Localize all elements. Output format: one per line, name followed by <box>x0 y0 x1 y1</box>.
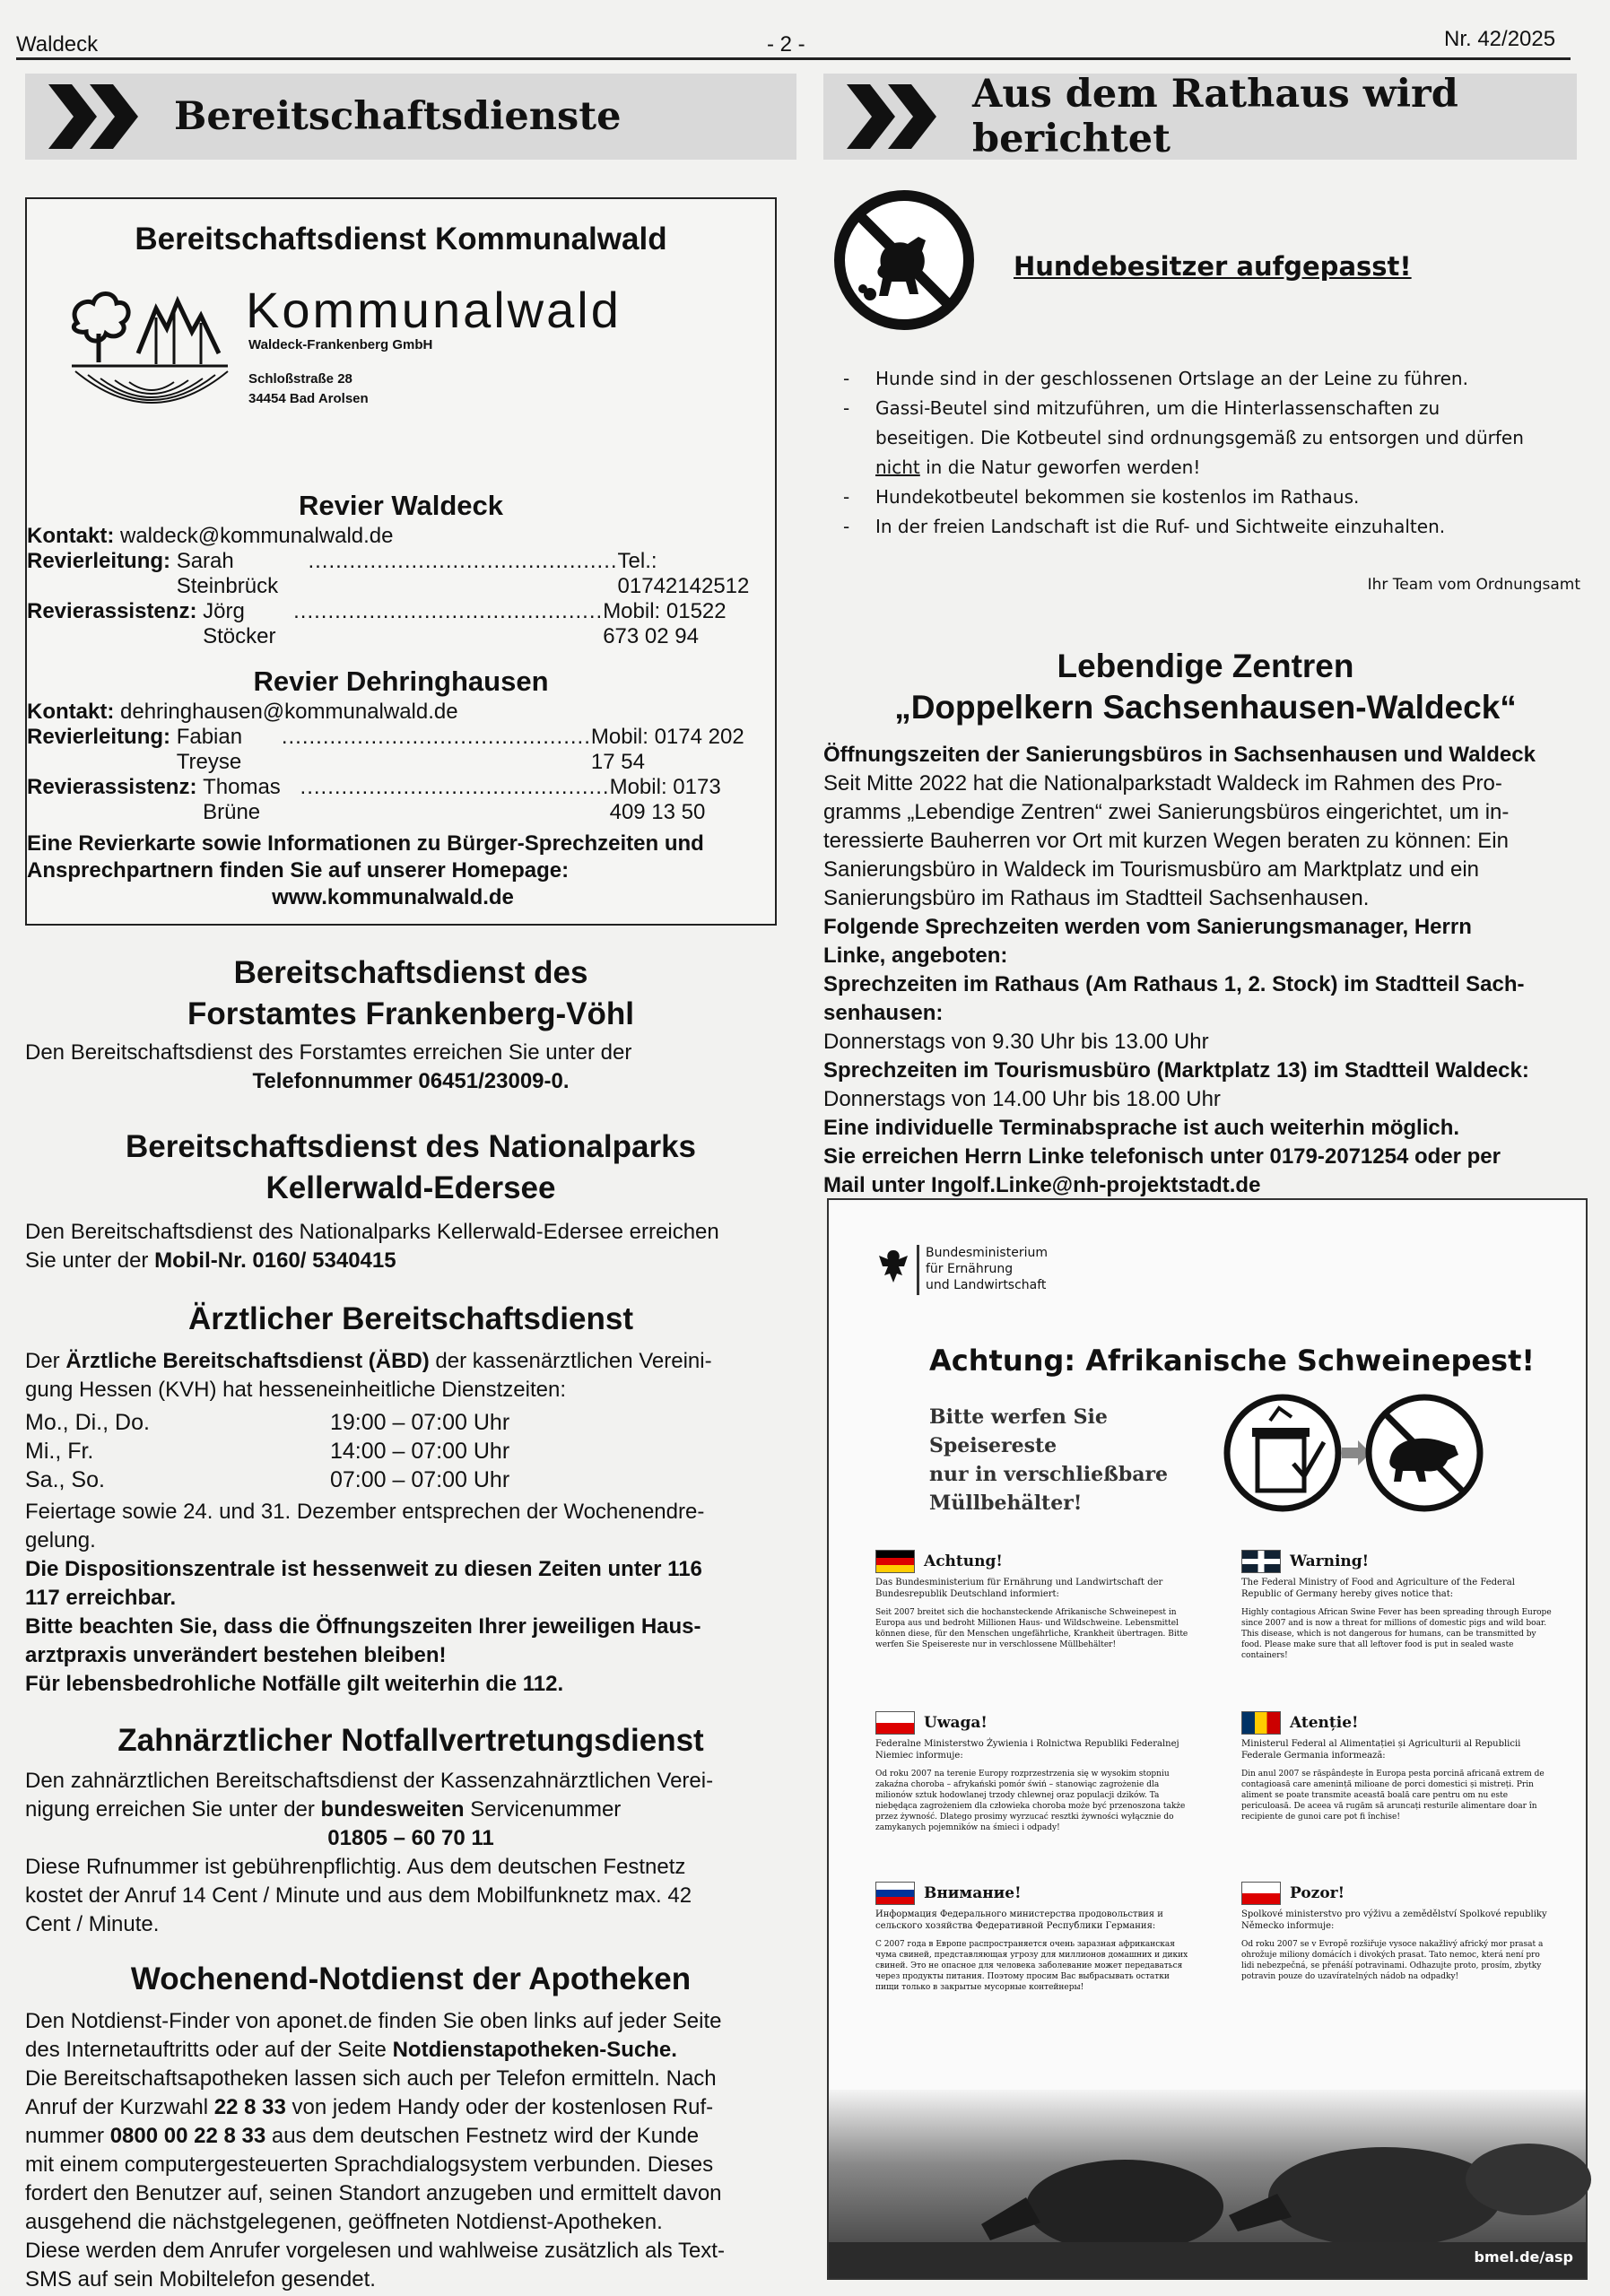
zahn-text-2c: Servicenummer <box>464 1797 622 1822</box>
flag-uk-icon <box>1241 1550 1281 1573</box>
hausarzt-note-2: arztpraxis unverändert bestehen bleiben! <box>25 1643 447 1667</box>
mail-linke[interactable]: Mail unter Ingolf.Linke@nh-projektstadt.de <box>823 1173 1261 1197</box>
apotheken-line: Den Notdienst-Finder von aponet.de finden Sie oben links auf jeder Seite <box>25 2009 722 2033</box>
flag-de-icon <box>875 1550 915 1573</box>
zentren-title-1: Lebendige Zentren <box>1057 648 1354 684</box>
nationalpark-section <box>25 1126 796 1275</box>
zahn-section <box>25 1720 796 1939</box>
revierassistenz-label: Revierassistenz: <box>27 599 197 623</box>
kommunalwald-title: Bereitschaftsdienst Kommunalwald <box>135 222 667 257</box>
hunde-rule: - Hundekotbeutel bekommen sie kostenlos im Rathaus. <box>823 483 1588 512</box>
asp-title: Achtung: Afrikanische Schweinepest! <box>929 1344 1535 1378</box>
kontakt-email-waldeck[interactable]: waldeck@kommunalwald.de <box>120 524 394 548</box>
revierleitung-phone: Mobil: 0174 202 17 54 <box>590 725 744 774</box>
notdienstapotheken-suche: Notdienstapotheken-Suche. <box>392 2038 677 2062</box>
flag-pl-icon <box>875 1711 915 1735</box>
sprechzeiten-tourismusbuero: Sprechzeiten im Tourismusbüro (Marktplatz 13) im Stadtteil Waldeck: <box>823 1058 1529 1083</box>
apotheken-line: mit einem computergesteuerten Sprachdialogsystem verbunden. Dieses <box>25 2152 714 2177</box>
dienstzeit-row: Mo., Di., Do. 19:00 – 07:00 Uhr <box>25 1410 510 1435</box>
lang-block-ro: Atenție! Ministerul Federal al Alimentației și Agriculturii al Republicii Federale Germania informează: Din anul 2007 se răspândește în Europa pesta porcină africană extrem de contagioasă care amenință milioane de porci domestici și mistreți. Prin aliment se poate transmite această boală care pentru om nu este periculoasă. De aceea vă rugăm să aruncați resturile alimentare doar în recipiente de gunoi care pot fi închise! <box>1241 1711 1555 1822</box>
sprechzeiten-rathaus: Sprechzeiten im Rathaus (Am Rathaus 1, 2. Stock) im Stadtteil Sach- <box>823 972 1525 996</box>
section-title-right: Aus dem Rathaus wird berichtet <box>972 72 1458 161</box>
arzt-text-prefix: Der <box>25 1349 66 1373</box>
lang-block-de: Achtung! Das Bundesministerium für Ernährung und Landwirtschaft der Bundesrepublik Deutschland informiert: Seit 2007 breitet sich die hochansteckende Afrikanische Schweinepest in Europa aus und bedroht Millionen Haus- und Wildschweine. Lebensmittel können diese, für den Menschen ungefährliche, Krankheit übertragen. Bitte werfen Sie Speisereste nur in verschlossene Müllbehälter! <box>875 1550 1189 1650</box>
zentren-title-2: „Doppelkern Sachsenhausen-Waldeck“ <box>894 689 1517 726</box>
hunde-rule-cont: nicht in die Natur geworfen werden! <box>875 457 1201 478</box>
homepage-link[interactable]: www.kommunalwald.de <box>272 885 514 909</box>
revierassistenz-name: Thomas Brüne <box>203 775 281 824</box>
arzt-title: Ärztlicher Bereitschaftsdienst <box>188 1301 633 1336</box>
lang-block-pl: Uwaga! Federalne Ministerstwo Żywienia i Rolnictwa Republiki Federalnej Niemiec informuje: Od roku 2007 na terenie Europy rozprzestrzenia się w wysokim stopniu zakaźna choroba – afrykański pomór świń – stanowiąc zagrożenie dla milionów sztuk hodowlanej trzody chlewnej oraz populacji dzików. Ta niebędąca zagrożeniem dla człowieka choroba może być przenoszona także przez żywność. Dlatego prosimy wyrzucać resztki żywności wyłącznie do zamykanych pojemników na śmieci i odpady! <box>875 1711 1189 1833</box>
kostenlose-rufnummer: 0800 00 22 8 33 <box>109 2124 266 2148</box>
kontakt-linke: Sie erreichen Herrn Linke telefonisch unter 0179-2071254 oder per <box>823 1144 1501 1169</box>
sprechzeiten-rathaus: senhausen: <box>823 1001 944 1025</box>
zentren-section <box>823 646 1588 1200</box>
hunde-rule: - Hunde sind in der geschlossenen Ortslage an der Leine zu führen. <box>823 364 1588 394</box>
dienstzeit-row: Sa., So. 07:00 – 07:00 Uhr <box>25 1467 510 1492</box>
page-header-left: Waldeck <box>16 32 99 57</box>
apotheken-line: SMS auf sein Mobiltelefon gesendet. <box>25 2267 376 2292</box>
nationalpark-title-1: Bereitschaftsdienst des Nationalparks <box>125 1129 697 1164</box>
logo-subtitle: Waldeck-Frankenberg GmbH <box>248 337 433 352</box>
zahn-text-3: Diese Rufnummer ist gebührenpflichtig. Aus dem deutschen Festnetz <box>25 1855 686 1879</box>
nationalpark-text-2: Sie unter der <box>25 1248 155 1273</box>
lang-block-ru: Внимание! Информация Федерального министерства продовольствия и сельского хозяйства Федеративной Республики Германия: С 2007 года в Европе распространяется очень заразная африканская чума свиней, представляющая угрозу для миллионов домашних и диких свиней. Это не опасное для человека заболевание может передаваться через продукты питания. Поэтому просим Вас выбрасывать остатки пищи только в закрытые мусорные контейнеры! <box>875 1882 1189 1993</box>
flag-cz-icon <box>1241 1882 1281 1905</box>
hunde-rule-cont: beseitigen. Die Kotbeutel sind ordnungsgemäß zu entsorgen und dürfen <box>875 427 1524 448</box>
wild-boar-photo <box>829 2090 1586 2278</box>
zentren-heading: Öffnungszeiten der Sanierungsbüros in Sachsenhausen und Waldeck <box>823 743 1536 767</box>
revierleitung-label: Revierleitung: <box>27 549 171 573</box>
zentren-text: Sanierungsbüro in Waldeck im Tourismusbüro am Marktplatz und ein <box>823 857 1480 882</box>
sprechzeit-rathaus-time: Donnerstags von 9.30 Uhr bis 13.00 Uhr <box>823 1030 1209 1054</box>
section-band-left <box>25 74 796 160</box>
kontakt-label: Kontakt: <box>27 700 115 724</box>
page-number: - 2 - <box>767 32 805 57</box>
apotheken-section: Wochenend-Notdienst der Apotheken Den Notdienst-Finder von aponet.de finden Sie oben links auf jeder Seite des Internetauftritts oder auf der Seite Notdienstapotheken-Suche. Die Bereitschaftsapotheken lassen sich auch per Telefon ermitteln. Nach Anruf der Kurzwahl 22 8 33 von jedem Handy oder der kostenlosen Ruf- nummer 0800 00 22 8 33 aus dem deutschen Festnetz wird der Kunde mit einem computergesteuerten Sprachdialogsystem verbunden. Dieses fordert den Benutzer auf, seinen Standort anzugeben und ermittelt davon ausgehend die nächstgelegenen, geöffneten Notdienst-Apotheken. Diese werden dem Anrufer vorgelesen und wahlweise zusätzlich als Text- SMS auf sein Mobiltelefon gesendet. <box>25 1959 796 2294</box>
notfall-112: Für lebensbedrohliche Notfälle gilt weiterhin die 112. <box>25 1672 564 1696</box>
sprechzeiten-intro: Folgende Sprechzeiten werden vom Sanierungsmanager, Herrn <box>823 915 1472 939</box>
feiertage-text-2: gelung. <box>25 1528 96 1552</box>
double-chevron-icon <box>45 81 151 152</box>
federal-eagle-icon <box>875 1247 911 1286</box>
revierkarte-note-2: Ansprechpartnern finden Sie auf unserer Homepage: <box>27 858 570 883</box>
bmel-url[interactable]: bmel.de/asp <box>1474 2248 1573 2266</box>
dienstzeit-row: Mi., Fr. 14:00 – 07:00 Uhr <box>25 1439 510 1464</box>
zentren-text: Seit Mitte 2022 hat die Nationalparkstadt Waldeck im Rahmen des Pro- <box>823 771 1502 796</box>
revierassistenz-label: Revierassistenz: <box>27 775 197 799</box>
no-dog-poop-icon <box>832 188 976 332</box>
zentren-text: teressierte Bauherren vor Ort mit kurzen Wegen beraten zu können: Ein <box>823 829 1509 853</box>
forstamt-title-1: Bereitschaftsdienst des <box>233 955 588 990</box>
section-title-left: Bereitschaftsdienste <box>174 94 622 139</box>
sprechzeiten-intro: Linke, angeboten: <box>823 944 1008 968</box>
revierleitung-name: Fabian Treyse <box>176 725 243 774</box>
zentren-text: Sanierungsbüro im Rathaus im Stadtteil Sachsenhausen. <box>823 886 1370 910</box>
asp-instruction: Bitte werfen Sie Speisereste nur in verschließbare Müllbehälter! <box>929 1405 1169 1515</box>
logo-name: Kommunalwald <box>246 282 622 338</box>
revierleitung-name: Sarah Steinbrück <box>176 549 279 598</box>
zahn-title: Zahnärztlicher Notfallvertretungsdienst <box>117 1723 704 1758</box>
forstamt-phone: Telefonnummer 06451/23009-0. <box>252 1069 570 1093</box>
forstamt-section <box>25 952 796 1096</box>
hunde-title: Hundebesitzer aufgepasst! <box>1014 251 1412 282</box>
revierassistenz-phone: Mobil: 01522 673 02 94 <box>603 599 727 648</box>
arzt-section <box>25 1299 796 1699</box>
ministry-name: Bundesministerium für Ernährung und Landwirtschaft <box>926 1246 1048 1292</box>
apotheken-title: Wochenend-Notdienst der Apotheken <box>130 1961 692 1996</box>
ministry-divider <box>917 1245 919 1295</box>
hunde-rule: - Gassi-Beutel sind mitzuführen, um die Hinterlassenschaften zu <box>823 394 1588 423</box>
revierkarte-note: Eine Revierkarte sowie Informationen zu Bürger-Sprechzeiten und <box>27 831 704 856</box>
lang-block-cz: Pozor! Spolkové ministerstvo pro výživu a zemědělství Spolkové republiky Německo informuje: Od roku 2007 se v Evropě rozšiřuje vysoce nakažlivý africký mor prasat a ohrožuje miliony domácích i divokých prasat. Tato nemoc, která není pro lidi nebezpečná, se přenáší potravinami. Odhazujte proto, prosím, zbytky potravin pouze do uzavíratelných nádob na odpadky! <box>1241 1882 1555 1982</box>
asp-poster <box>827 1198 1588 2280</box>
apotheken-line: Die Bereitschaftsapotheken lassen sich auch per Telefon ermitteln. Nach <box>25 2066 717 2091</box>
kontakt-email-dehringhausen[interactable]: dehringhausen@kommunalwald.de <box>120 700 458 724</box>
revierassistenz-name: Jörg Stöcker <box>203 599 276 648</box>
dispositionszentrale-1: Die Dispositionszentrale ist hessenweit zu diesen Zeiten unter 116 <box>25 1557 702 1581</box>
hausarzt-note-1: Bitte beachten Sie, dass die Öffnungszeiten Ihrer jeweiligen Haus- <box>25 1614 701 1639</box>
zentren-text: gramms „Lebendige Zentren“ zwei Sanierungsbüros eingerichtet, um in- <box>823 800 1510 824</box>
address-city: 34454 Bad Arolsen <box>248 391 369 406</box>
apotheken-line: des Internetauftritts oder auf der Seite <box>25 2038 393 2062</box>
double-chevron-icon <box>843 81 949 152</box>
hunde-rule: - In der freien Landschaft ist die Ruf- und Sichtweite einzuhalten. <box>823 512 1588 542</box>
kommunalwald-box: Bereitschaftsdienst Kommunalwald Kommunalwald Waldeck-Frankenberg GmbH Schloßstraße 28 34454 Bad Arolsen Revier Waldeck Kontakt: waldeck@kommunalwald.de Revierleitung: Sarah Steinbrück ............................................. Tel.: 01742142512 Revierassistenz: Jörg Stöcker ............................................. Mobil: 01522 673 02 94 Revier Dehringhausen Kontakt: dehringhausen@kommunalwald.de Revierleitung: Fabian Treyse ............................................. Mobil: 0174 202 17 54 Revierassistenz: Thomas Brüne ............................................. Mobil: 0173 409 13 50 Eine Revierkarte sowie Informationen zu Bürger-Sprechzeiten und Ansprechpartnern finden Sie auf unserer Homepage: www.kommunalwald.de <box>25 197 777 926</box>
nationalpark-title-2: Kellerwald-Edersee <box>265 1170 556 1205</box>
zahn-text-5: Cent / Minute. <box>25 1912 160 1936</box>
header-rule <box>16 57 1571 60</box>
section-band-right <box>823 74 1577 160</box>
hunde-rules <box>823 364 1588 542</box>
dispositionszentrale-2: 117 erreichbar. <box>25 1586 177 1610</box>
sprechzeit-tourismus-time: Donnerstags von 14.00 Uhr bis 18.00 Uhr <box>823 1087 1221 1111</box>
kontakt-label: Kontakt: <box>27 524 115 548</box>
forstamt-text: Den Bereitschaftsdienst des Forstamtes erreichen Sie unter der <box>25 1040 632 1065</box>
revierassistenz-phone: Mobil: 0173 409 13 50 <box>609 775 721 824</box>
address-street: Schloßstraße 28 <box>248 371 352 387</box>
zahn-text-2: nigung erreichen Sie unter der <box>25 1797 321 1822</box>
nationalpark-mobile: Mobil-Nr. 0160/ 5340415 <box>154 1248 396 1273</box>
arzt-abd: Ärztliche Bereitschaftsdienst (ÄBD) <box>65 1349 430 1373</box>
flag-ru-icon <box>875 1882 915 1905</box>
revier-waldeck-title: Revier Waldeck <box>298 490 504 521</box>
zahn-text-1: Den zahnärztlichen Bereitschaftsdienst der Kassenzahnärztlichen Verei- <box>25 1769 714 1793</box>
zahn-phone: 01805 – 60 70 11 <box>327 1826 494 1850</box>
nationalpark-text-1: Den Bereitschaftsdienst des Nationalparks Kellerwald-Edersee erreichen <box>25 1220 719 1244</box>
zahn-bundesweit: bundesweiten <box>320 1797 465 1822</box>
forest-logo-icon <box>66 282 237 416</box>
zahn-text-4: kostet der Anruf 14 Cent / Minute und aus dem Mobilfunknetz max. 42 <box>25 1883 692 1908</box>
kommunalwald-logo <box>66 282 712 416</box>
feiertage-text-1: Feiertage sowie 24. und 31. Dezember entsprechen der Wochenendre- <box>25 1500 705 1524</box>
revierleitung-phone: Tel.: 01742142512 <box>617 549 750 598</box>
terminabsprache: Eine individuelle Terminabsprache ist auch weiterhin möglich. <box>823 1116 1460 1140</box>
hunde-section <box>823 188 1588 610</box>
apotheken-line: fordert den Benutzer auf, seinen Standort anzugeben und ermittelt davon <box>25 2181 722 2205</box>
kurzwahl: 22 8 33 <box>213 2095 286 2119</box>
wild-boar-silhouette-icon <box>829 2090 1586 2278</box>
lang-block-en: Warning! The Federal Ministry of Food and Agriculture of the Federal Republic of Germany hereby gives notice that: Highly contagious African Swine Fever has been spreading through Europe since 2007 and is now a threat for millions of domestic pigs and wild boar. This disease, which is not dangerous for humans, can be transmitted by food. Please make sure that all leftover food is put in sealed waste containers! <box>1241 1550 1555 1661</box>
revier-dehringhausen-title: Revier Dehringhausen <box>253 665 549 697</box>
ordnungsamt-signature: Ihr Team vom Ordnungsamt <box>1367 576 1580 594</box>
apotheken-line: ausgehend die nächstgelegenen, geöffneten Notdienst-Apotheken. <box>25 2210 663 2234</box>
flag-ro-icon <box>1241 1711 1281 1735</box>
forstamt-title-2: Forstamtes Frankenberg-Vöhl <box>187 996 634 1031</box>
revierleitung-label: Revierleitung: <box>27 725 171 749</box>
apotheken-line: Diese werden dem Anrufer vorgelesen und wahlweise zusätzlich als Text- <box>25 2239 725 2263</box>
arzt-text-suffix: der kassenärztlichen Vereini- <box>429 1349 712 1373</box>
bin-to-boar-icon <box>1223 1390 1484 1516</box>
issue-number: Nr. 42/2025 <box>1444 27 1556 51</box>
arzt-text-2: gung Hessen (KVH) hat hesseneinheitliche Dienstzeiten: <box>25 1378 567 1402</box>
